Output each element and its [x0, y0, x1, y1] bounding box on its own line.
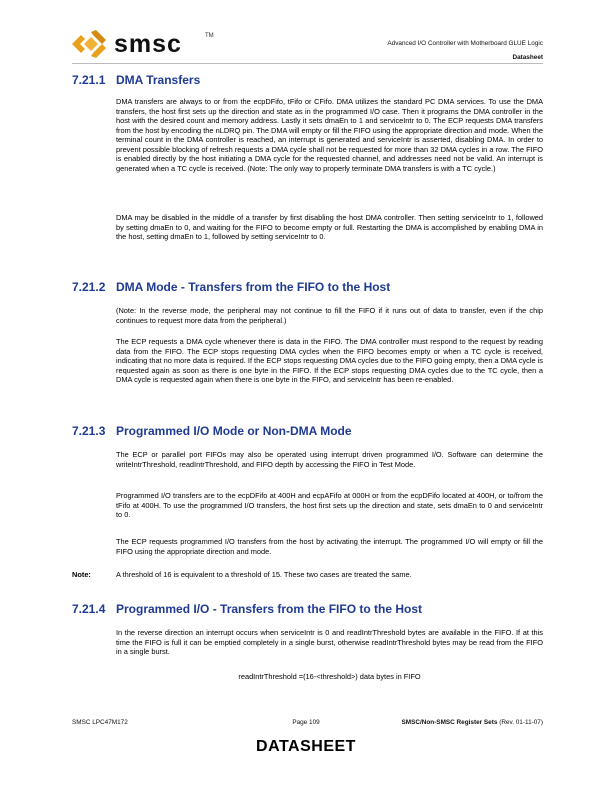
paragraph: Programmed I/O transfers are to the ecpDFifo at 400H and ecpAFifo at 000H or from the ecpDFifo located at 400H, or to/from the tFifo at 400H. To use the programmed I/O transfers, the host first sets up the direction and state, sets dmaEn to 0 and serviceIntr to 0. — [116, 491, 543, 519]
footer-section-name: SMSC/Non-SMSC Register Sets — [401, 719, 498, 726]
section-title: DMA Transfers — [116, 73, 201, 87]
footer-page-number: Page 109 — [292, 719, 320, 726]
datasheet-label: DATASHEET — [256, 738, 356, 755]
smsc-logo-mark-icon — [72, 30, 110, 58]
logo-text: smsc — [114, 30, 182, 58]
header-divider — [72, 63, 543, 64]
paragraph: DMA transfers are always to or from the ecpDFifo, tFifo or CFifo. DMA utilizes the standard PC DMA services. To use the DMA transfers, the host first sets up the direction and state as in the programmed I/O case. Then it programs the DMA controller in the host with the desired count and memory address. Lastly it sets dmaEn to 1 and serviceIntr to 0. The ECP requests DMA transfers from the host by encoding the nLDRQ pin. The DMA will empty or fill the FIFO using the appropriate direction and mode. When the terminal count in the DMA controller is reached, an interrupt is generated and serviceIntr is asserted, disabling DMA. In order to prevent possible blocking of refresh requests a DMA cycle shall not be requested for more than 32 DMA cycles in a row. The FIFO is enabled directly by the host initiating a DMA cycle for the requested channel, and addresses need not be valid. An interrupt is generated when a TC cycle is received. (Note: The only way to properly terminate DMA transfers is with a TC cycle.) — [116, 97, 543, 173]
section-heading-7-21-4 — [72, 602, 422, 616]
formula: readIntrThreshold =(16-<threshold>) data bytes in FIFO — [238, 672, 421, 681]
smsc-logo — [72, 30, 212, 58]
note-label: Note: — [72, 570, 91, 579]
logo-trademark: TM — [205, 33, 214, 39]
footer-part-number: SMSC LPC47M172 — [72, 719, 128, 726]
section-heading-7-21-1 — [72, 73, 200, 87]
section-number: 7.21.2 — [72, 280, 106, 294]
footer-section-info — [402, 719, 543, 726]
paragraph: (Note: In the reverse mode, the peripheral may not continue to fill the FIFO if it runs out of data to transfer, even if the chip continues to request more data from the peripheral.) — [116, 306, 543, 325]
section-number: 7.21.3 — [72, 424, 106, 438]
section-title: DMA Mode - Transfers from the FIFO to the Host — [116, 280, 391, 294]
paragraph: The ECP or parallel port FIFOs may also be operated using interrupt driven programmed I/O. Software can determine the writeIntrThreshold, readIntrThreshold, and FIFO depth by accessing the FIFO in Test Mode. — [116, 450, 543, 469]
doc-type: Datasheet — [512, 54, 543, 61]
section-heading-7-21-3 — [72, 424, 352, 438]
header-doc-info — [387, 37, 543, 65]
paragraph: In the reverse direction an interrupt occurs when serviceIntr is 0 and readIntrThreshold bytes are available in the FIFO. If at this time the FIFO is full it can be emptied completely in a single burst, otherwise readIntrThreshold bytes may be read from the FIFO in a single burst. — [116, 628, 543, 656]
section-number: 7.21.4 — [72, 602, 106, 616]
doc-title: Advanced I/O Controller with Motherboard GLUE Logic — [387, 40, 543, 47]
paragraph: DMA may be disabled in the middle of a transfer by first disabling the host DMA controller. Then setting serviceIntr to 1, followed by setting dmaEn to 0, and waiting for the FIFO to become empty or full. Restarting the DMA is accomplished by enabling DMA in the host, setting dmaEn to 1, followed by setting serviceIntr to 0. — [116, 213, 543, 241]
footer-revision: (Rev. 01-11-07) — [499, 719, 543, 726]
paragraph: The ECP requests a DMA cycle whenever there is data in the FIFO. The DMA controller must respond to the request by reading data from the FIFO. The ECP stops requesting DMA cycles when the FIFO becomes empty or when a TC cycle is received, indicating that no more data is required. If the ECP stops requesting DMA cycles due to the FIFO going empty, then a DMA cycle is requested again as soon as there is one byte in the FIFO. If the ECP stops requesting DMA cycles due to the TC cycle, then a DMA cycle is requested again when there is one byte in the FIFO, and serviceIntr has been re-enabled. — [116, 337, 543, 384]
note-text: A threshold of 16 is equivalent to a threshold of 15. These two cases are treated the same. — [116, 570, 412, 579]
section-title: Programmed I/O - Transfers from the FIFO to the Host — [116, 602, 423, 616]
section-heading-7-21-2 — [72, 280, 390, 294]
paragraph: The ECP requests programmed I/O transfers from the host by activating the interrupt. The programmed I/O will empty or fill the FIFO using the appropriate direction and mode. — [116, 537, 543, 556]
section-number: 7.21.1 — [72, 73, 106, 87]
section-title: Programmed I/O Mode or Non-DMA Mode — [116, 424, 352, 438]
